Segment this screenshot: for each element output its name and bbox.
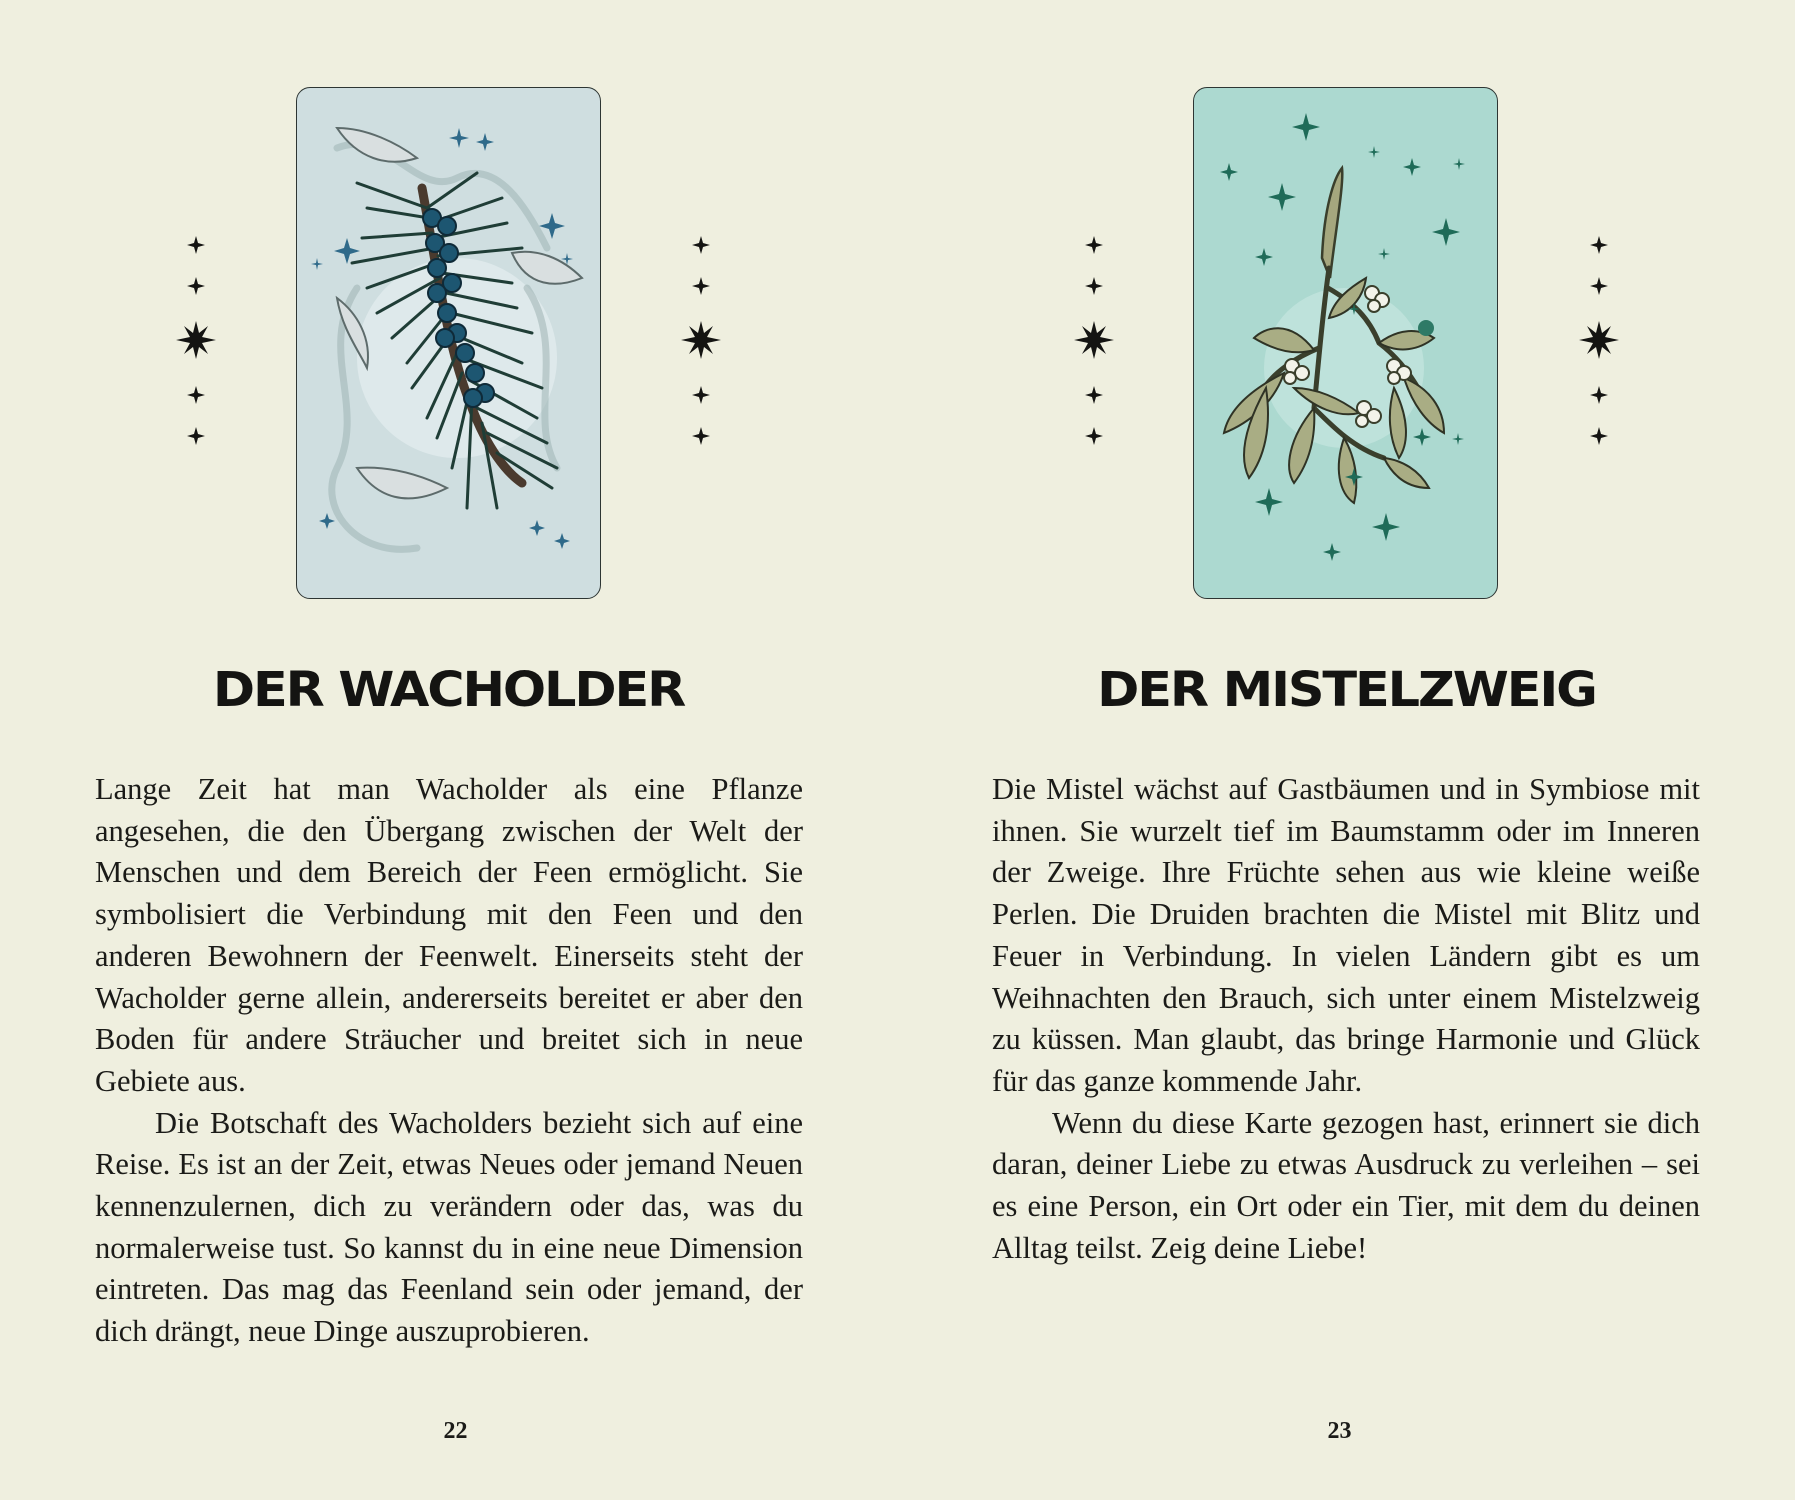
right-page bbox=[898, 0, 1795, 1500]
paragraph: Wenn du diese Karte gezogen hast, erinnert sie dich daran, deiner Liebe zu etwas Ausdruck zu verleihen – sei es eine Person, ein Ort oder ein Tier, mit dem du deinen Alltag teilst. Zeig deine Liebe! bbox=[992, 1105, 1700, 1265]
paragraph: Die Mistel wächst auf Gastbäumen und in Symbiose mit ihnen. Sie wurzelt tief im Baumstamm oder im Inneren der Zweige. Ihre Früchte sehen aus wie kleine weiße Perlen. Die Druiden brachten die Mistel mit Blitz und Feuer in Verbindung. In vielen Ländern gibt es um Weihnachten den Brauch, sich unter einem Mistelzweig zu küssen. Man glaubt, das bringe Harmonie und Glück für das ganze kommende Jahr. bbox=[992, 772, 1700, 1098]
page-number: 23 bbox=[1327, 1418, 1352, 1444]
body-text bbox=[95, 769, 803, 1353]
page-number: 22 bbox=[443, 1418, 468, 1444]
star-ornament-icon bbox=[1064, 228, 1124, 458]
star-ornament-icon bbox=[671, 228, 731, 458]
star-ornament-icon bbox=[166, 228, 226, 458]
star-ornament-icon bbox=[1569, 228, 1629, 458]
paragraph: Die Botschaft des Wacholders bezieht sich auf eine Reise. Es ist an der Zeit, etwas Neues oder jemand Neuen kennenzulernen, dich zu verändern oder das, was du normalerweise tust. So kannst du in eine neue Dimension eintreten. Das mag das Feenland sein oder jemand, der dich drängt, neue Dinge auszuprobieren. bbox=[95, 1105, 803, 1349]
juniper-illustration-icon bbox=[297, 88, 601, 599]
mistletoe-illustration-icon bbox=[1194, 88, 1498, 599]
mistletoe-card bbox=[1193, 87, 1498, 599]
body-text bbox=[992, 769, 1700, 1269]
juniper-card bbox=[296, 87, 601, 599]
page-title: DER WACHOLDER bbox=[212, 662, 685, 718]
page-title: DER MISTELZWEIG bbox=[1097, 662, 1596, 718]
paragraph: Lange Zeit hat man Wacholder als eine Pflanze angesehen, die den Übergang zwischen der Welt der Menschen und dem Bereich der Feen ermöglicht. Sie symbolisiert die Verbindung mit den Feen und den anderen Bewohnern der Feenwelt. Einerseits steht der Wacholder gerne allein, andererseits bereitet er aber den Boden für andere Sträucher und breitet sich in neue Gebiete aus. bbox=[95, 772, 803, 1098]
left-page bbox=[0, 0, 897, 1500]
